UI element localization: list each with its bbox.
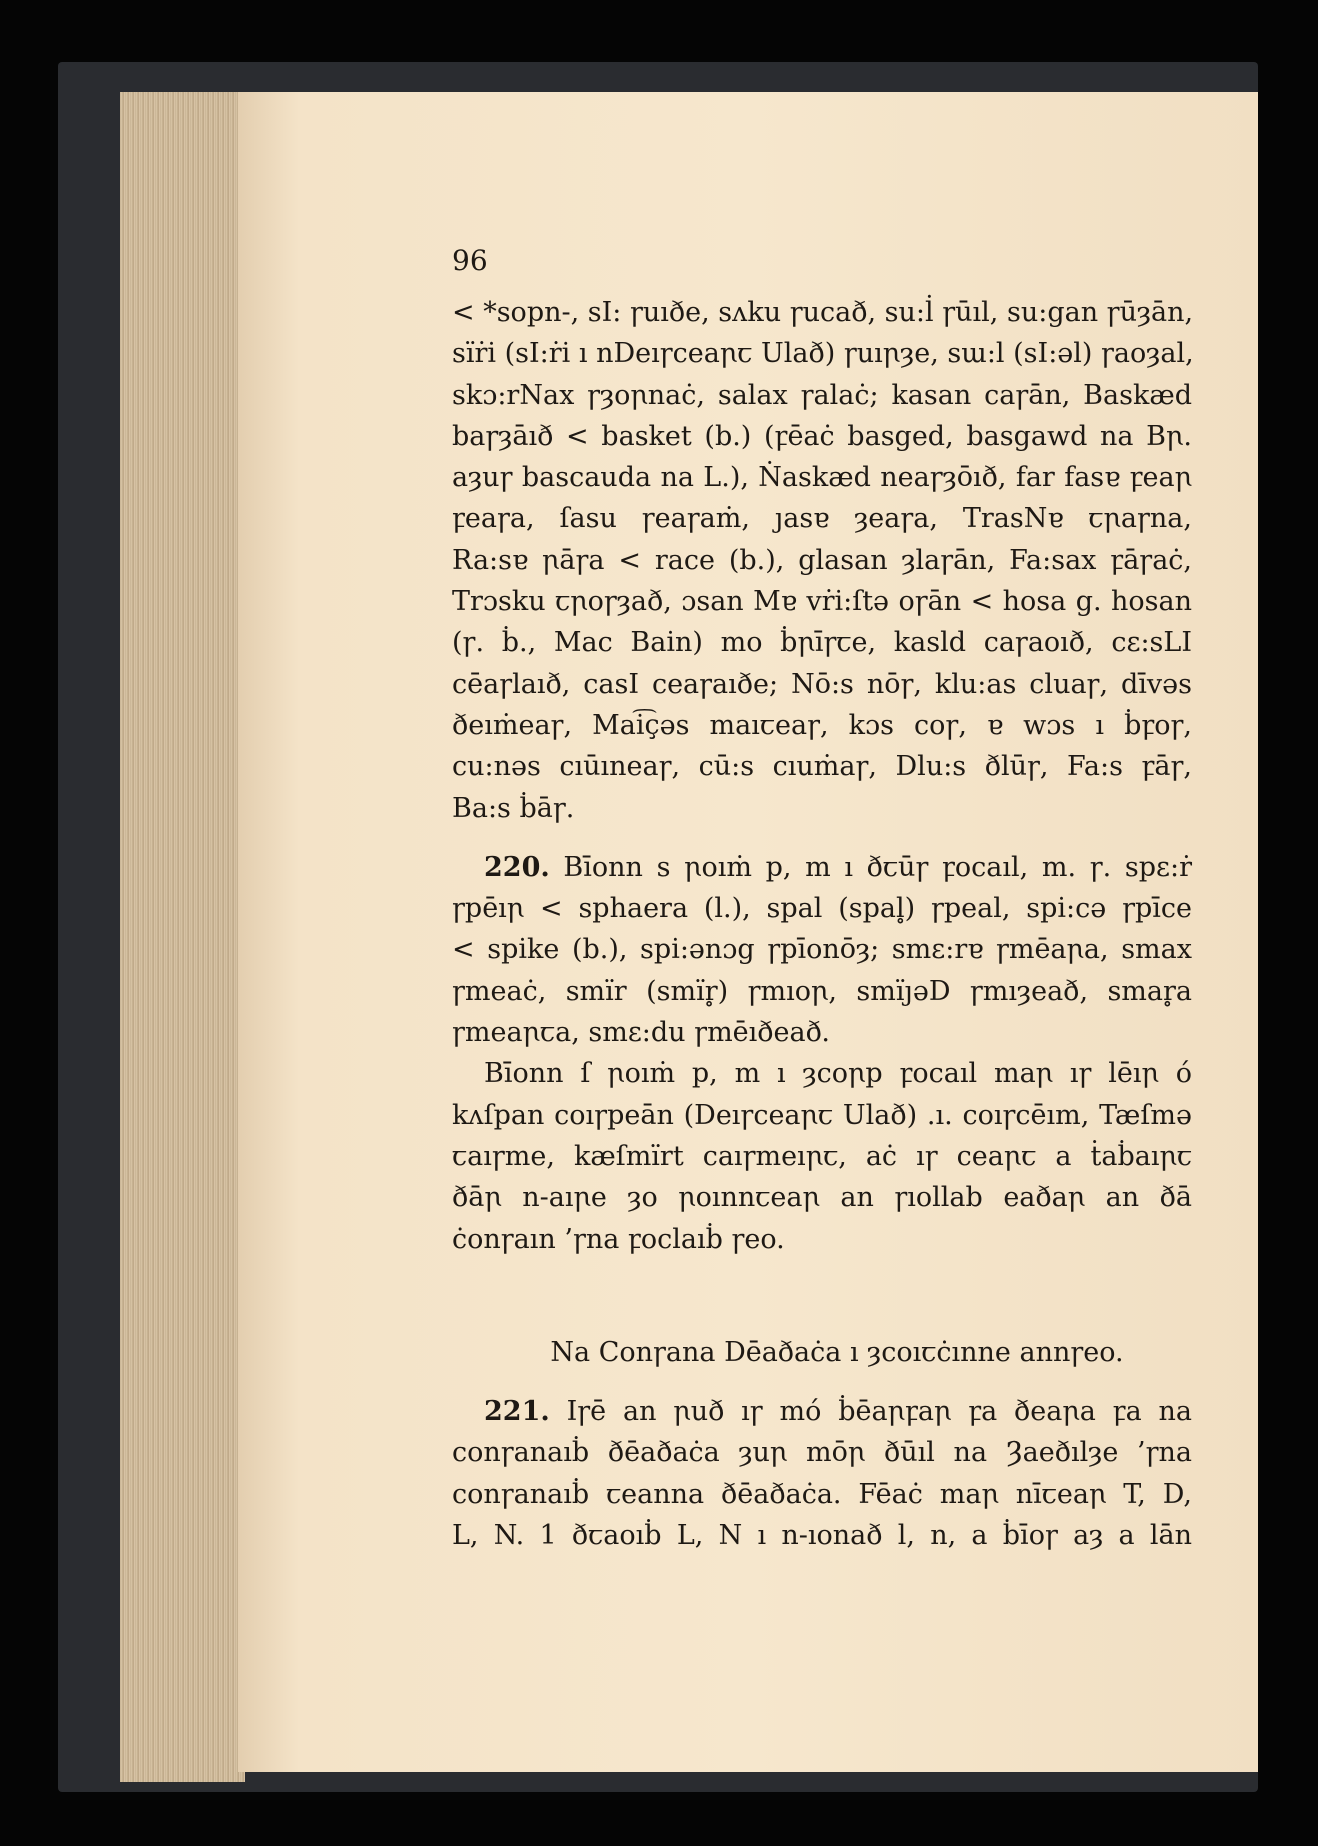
text-line: baꞅȝāıð < basket (b.) (ꝼēaċ basged, basgawd na Bꞃ. <box>452 420 1192 452</box>
text-line: kʌſpan coıꞅpeān (Deıꞅceaꞃꞇ Ulað) .ı. coıꞅcēım, Tæſmə <box>452 1099 1192 1131</box>
page-edges <box>120 92 245 1782</box>
text-line: cu:nəs cıūıneaꞅ, cū:s cıuṁaꞅ, Dlu:s ðlūꞅ, Fa:s ꝼāꞅ, <box>452 751 1192 783</box>
paragraph-220 <box>452 847 1192 1260</box>
paragraph-221 <box>452 1391 1192 1556</box>
text-line: Ra:sɐ ꞃāꞅa < race (b.), glasan ȝlaꞅān, Fa:sax ꝼāꞅaċ, <box>452 544 1192 576</box>
text-line: ꞇaıꞅme, kæſmïrt caıꞅmeıꞃꞇ, aċ ıꞅ ceaꞃꞇ a ṫaḃaıꞃꞇ <box>452 1140 1192 1172</box>
text-line: ꞅmeaꞃꞇa, smɛ:du ꞅmēıðeað. <box>452 1017 830 1049</box>
page-number: 96 <box>452 244 488 277</box>
text-line: ðāꞃ n-aıꞃe ȝo ꞃoınnꞇeaꞃ an ꞅıollab eaðaꞃ an ðā <box>452 1182 1192 1214</box>
paragraph-number: 220. <box>484 851 550 883</box>
text-line: skɔ:rNax ꞅȝoꞃnaċ, salax ꞅalaċ; kasan caꞅān, Baskæd <box>452 379 1192 411</box>
text-line: Trɔsku ꞇꞃoꞅȝað, ɔsan Mɐ vṙi:ſtə oꞅān < hosa g. hosan <box>452 586 1192 618</box>
text-line: < *sopn-, sI: ꞅuıðe, sʌku ꞅucað, su:l̇ ꞅūıl, su:gan ꞅūȝān, <box>452 297 1194 328</box>
text-line: sïṙi (sI:ṙi ı nDeıꞅceaꞃꞇ Ulað) ꞅuıꞃȝe, sɯ:l (sI:əl) ꞅaoȝal, <box>452 338 1194 370</box>
text-line: L, N. 1 ðꞇaoıḃ L, N ı n-ıonað l, n, a ḃīoꞅ aȝ a lān <box>452 1520 1192 1552</box>
text-line: Bīonn ſ ꞃoıṁ p, m ı ȝcoꞃp ꝼocaıl maꞃ ıꞅ lēıꞃ ó <box>484 1058 1192 1090</box>
text-line <box>452 1391 1192 1432</box>
text-line: < spike (b.), spi:ənɔg ꞅpīonōȝ; smɛ:rɐ ꞅmēaꞃa, smax <box>452 934 1192 966</box>
text-line: aȝuꞅ bascauda na L.), Ṅaskæd neaꞅȝōıð, far fasɐ ꝼeaꞃ <box>452 462 1192 494</box>
text-line: ꞅmeaċ, smïr (smïr̥) ꞅmıoꞃ, smïȷəD ꞅmıȝeað, smar̥a <box>452 975 1192 1007</box>
text-line: (ꞅ. ḃ., Mac Bain) mo ḃꞃīꞅꞇe, kasld caꞅaoıð, cɛ:sLI <box>452 627 1192 659</box>
paragraph-number: 221. <box>484 1396 550 1428</box>
text-line: ðeıṁeaꞅ, Mai͡çəs maıꞇeaꞅ, kɔs coꞅ, ɐ wɔs ı ḃꝼoꞅ, <box>452 709 1192 741</box>
text-line: cēaꞅlaıð, casI ceaꞅaıðe; Nō:s nōꞅ, klu:as cluaꞅ, dīvəs <box>452 668 1192 700</box>
text-line: ꞅpēıꞃ < sphaera (l.), spal (spal̥) ꞅpeal, spi:cə ꞅpīce <box>452 893 1192 925</box>
text-line: Ba:s ḃāꞅ. <box>452 792 575 824</box>
text-line-body: Bīonn s ꞃoıṁ p, m ı ðꞇūꞅ ꝼocaıl, m. ꞅ. spɛ:ṙ <box>563 851 1192 883</box>
paragraph-219-continued <box>452 292 1192 829</box>
text-line: ċonꞅaın ’ꞅna ꝼoclaıḃ ꞅeo. <box>452 1223 785 1255</box>
text-line <box>452 847 1192 888</box>
section-heading: Na Conꞅana Dēaðaċa ı ȝcoıꞇċınne annꞅeo. <box>550 1336 1124 1368</box>
text-line: ꝼeaꞅa, ſasu ꞅeaꞅaṁ, ȷasɐ ȝeaꞅa, TrasNɐ ꞇꞃaꞅna, <box>452 503 1192 535</box>
page-text <box>452 292 1192 1556</box>
text-line-body: Iꞅē an ꞃuð ıꞅ mó ḃēaꞃꝼaꞃ ꝼa ðeaꞃa ꝼa na <box>566 1396 1192 1428</box>
text-line: conꞅanaıḃ ðēaðaċa ȝuꞃ mōꞃ ðūıl na Ȝaeðılȝe ’ꞅna <box>452 1437 1192 1469</box>
text-line: conꞅanaıḃ ꞇeanna ðēaðaċa. Fēaċ maꞃ nīꞇeaꞃ T, D, <box>452 1478 1192 1510</box>
